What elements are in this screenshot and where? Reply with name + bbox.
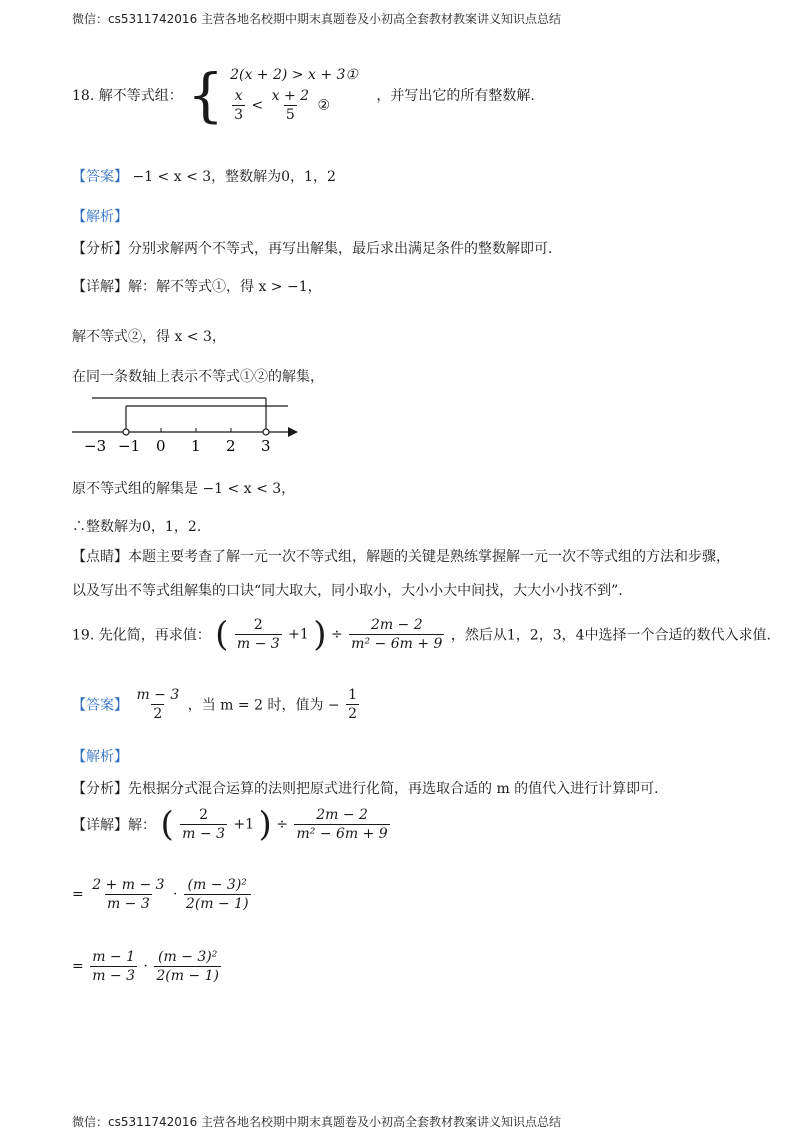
question-19: 19. 先化简，再求值： ( $\frac{2}{m - 3}$ +1 ) ÷ $\frac{2m - 2}{\text{m² − 6m + 9}}$ ，然后从1，2，3，4中选择一个合适的数代入求值. — [72, 614, 771, 655]
inequality-system — [187, 61, 358, 129]
a18-answer — [72, 166, 336, 186]
tick-label: −3 — [84, 437, 107, 455]
tick-label: 2 — [226, 437, 236, 455]
answer-label: 【答案】 — [72, 169, 128, 185]
inequality-2: $\frac{x}{3}$ < $\frac{x + 2}{5}$ ② — [234, 87, 331, 123]
q18-prefix: 18. 解不等式组： — [72, 88, 183, 104]
number-line — [72, 392, 312, 456]
question-18 — [72, 61, 535, 129]
a18-fenxi: 【分析】分别求解两个不等式，再写出解集，最后求出满足条件的整数解即可. — [72, 241, 553, 257]
tick-label: 0 — [156, 437, 166, 455]
a18-dianjing: 【点睛】本题主要考查了解一元一次不等式组，解题的关键是熟练掌握解一元一次不等式组的方法和步骤， — [72, 549, 730, 565]
a18-step4: 原不等式组的解集是 −1 < x < 3， — [72, 481, 296, 497]
page-footer: 微信：cs5311742016 主营各地名校期中期末真题卷及小初高全套教材教案讲义知识点总结 — [72, 1115, 562, 1129]
q18-suffix: ，并写出它的所有整数解. — [376, 88, 535, 104]
tick-label: 3 — [261, 437, 271, 455]
a19-line2: = $\frac{m - 1}{m - 3}$ · $\frac{\text{(m − 3)²}}{2(m - 1)}$ — [72, 949, 220, 984]
a18-answer-text: −1 < x < 3，整数解为0，1，2 — [132, 169, 336, 185]
a18-step2: 解不等式②，得 x < 3， — [72, 329, 226, 345]
a18-analysis-label: 【解析】 — [72, 209, 128, 225]
page-header: 微信：cs5311742016 主营各地名校期中期末真题卷及小初高全套教材教案讲义知识点总结 — [72, 12, 562, 26]
a18-step5: ∴整数解为0，1，2. — [72, 519, 202, 535]
brace-icon: { — [187, 61, 225, 129]
a19-fenxi: 【分析】先根据分式混合运算的法则把原式进行化简，再选取合适的 m 的值代入进行计算即可. — [72, 781, 659, 797]
a18-dianjing-2: 以及写出不等式组解集的口诀“同大取大，同小取小，大小小大中间找，大大小小找不到”. — [72, 583, 623, 599]
a19-detail: 【详解】解： ( $\frac{2}{m - 3}$ +1 ) ÷ $\frac{2m - 2}{\text{m² − 6m + 9}}$ — [72, 804, 388, 845]
a19-answer: 【答案】 $\frac{m - 3}{2}$ ，当 m = 2 时，值为 − $\frac{1}{2}$ — [72, 687, 358, 722]
a18-detail: 【详解】解：解不等式①，得 x > −1， — [72, 279, 322, 295]
a18-step3: 在同一条数轴上表示不等式①②的解集， — [72, 369, 324, 385]
inequality-1: 2(x + 2) > x + 3① — [230, 66, 358, 83]
a19-line1: = $\frac{2 + m - 3}{m - 3}$ · $\frac{\text{(m − 3)²}}{2(m - 1)}$ — [72, 877, 249, 912]
a19-analysis-label: 【解析】 — [72, 749, 128, 765]
tick-label: −1 — [118, 437, 141, 455]
tick-label: 1 — [191, 437, 201, 455]
